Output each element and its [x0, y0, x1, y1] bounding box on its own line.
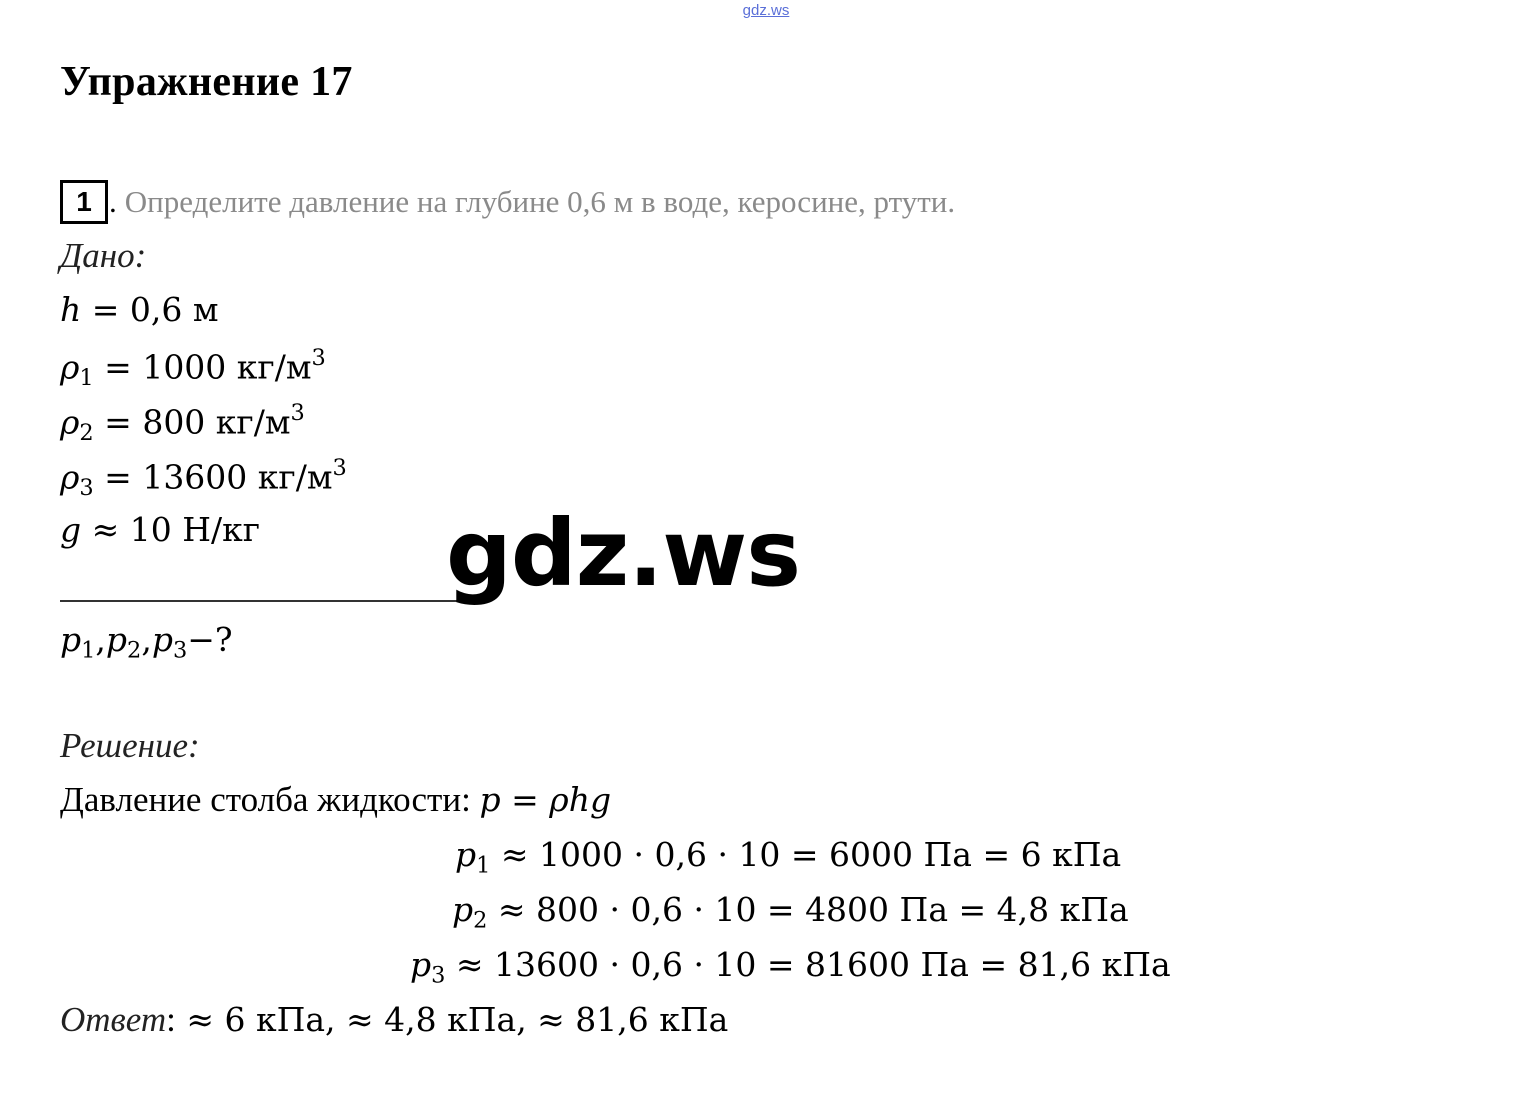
- find-p3-sub: 3: [172, 637, 188, 664]
- eq1-rest: ≈ 1000 · 0,6 · 10 = 6000 Па = 6 кПа: [490, 835, 1122, 874]
- eq1-var: p: [455, 835, 477, 874]
- find-tail: −?: [187, 620, 233, 659]
- answer-line: [60, 1000, 728, 1040]
- given-rho2-value: = 800 кг/м: [93, 402, 291, 442]
- given-rho1-value: = 1000 кг/м: [93, 347, 312, 387]
- find-sep-1: ,: [95, 620, 106, 659]
- task-text: Определите давление на глубине 0,6 м в воде, керосине, ртути.: [124, 184, 956, 219]
- given-rho3-var: ρ: [60, 457, 80, 497]
- equation-p1: [455, 835, 1121, 879]
- given-rho3-sup: 3: [332, 455, 347, 481]
- given-h-var: h: [60, 290, 82, 329]
- given-label: Дано:: [60, 236, 147, 275]
- given-rho3-value: = 13600 кг/м: [93, 457, 333, 497]
- eq3-var: p: [410, 945, 432, 984]
- equation-p2: [452, 890, 1129, 934]
- watermark-logo: gdz.ws: [446, 500, 800, 607]
- site-link[interactable]: gdz.ws: [742, 2, 790, 19]
- given-g: [60, 510, 260, 549]
- equation-p3: [410, 945, 1171, 989]
- answer-value: ≈ 6 кПа, ≈ 4,8 кПа, ≈ 81,6 кПа: [175, 1000, 729, 1039]
- solution-intro-line: [60, 780, 611, 820]
- eq1-sub: 1: [476, 852, 491, 879]
- find-sep-2: ,: [141, 620, 152, 659]
- task-number-box: 1: [60, 180, 108, 224]
- given-rho1-sub: 1: [79, 365, 94, 392]
- answer-colon: :: [166, 1000, 176, 1039]
- eq2-rest: ≈ 800 · 0,6 · 10 = 4800 Па = 4,8 кПа: [487, 890, 1129, 929]
- eq2-sub: 2: [473, 907, 488, 934]
- given-rho2-sub: 2: [79, 420, 94, 447]
- given-rho1-sup: 3: [311, 345, 326, 371]
- given-divider: [60, 600, 460, 602]
- eq3-sub: 3: [431, 962, 446, 989]
- task-statement: [60, 180, 955, 224]
- given-h: [60, 290, 219, 329]
- given-rho3: [60, 455, 347, 501]
- find-line: [60, 620, 233, 664]
- given-rho2: [60, 400, 305, 446]
- given-rho1: [60, 345, 326, 391]
- find-p3-var: p: [151, 620, 173, 659]
- given-rho2-var: ρ: [60, 402, 80, 442]
- given-rho1-var: ρ: [60, 347, 80, 387]
- given-rho3-sub: 3: [79, 475, 94, 502]
- given-g-value: ≈ 10 Н/кг: [81, 510, 261, 549]
- find-p2-sub: 2: [127, 637, 142, 664]
- solution-label: Решение:: [60, 726, 200, 765]
- task-number-dot: .: [109, 184, 117, 219]
- solution-formula: p = ρhg: [479, 780, 612, 819]
- solution-intro-text: Давление столба жидкости:: [60, 780, 480, 819]
- given-h-value: = 0,6 м: [81, 290, 219, 329]
- find-p1-var: p: [60, 620, 82, 659]
- eq2-var: p: [452, 890, 474, 929]
- eq3-rest: ≈ 13600 · 0,6 · 10 = 81600 Па = 81,6 кПа: [445, 945, 1171, 984]
- find-p1-sub: 1: [81, 637, 96, 664]
- find-p2-var: p: [105, 620, 128, 659]
- given-rho2-sup: 3: [290, 400, 305, 426]
- given-g-var: g: [60, 510, 82, 549]
- answer-label: Ответ: [60, 1000, 167, 1039]
- page-title: Упражнение 17: [60, 59, 353, 105]
